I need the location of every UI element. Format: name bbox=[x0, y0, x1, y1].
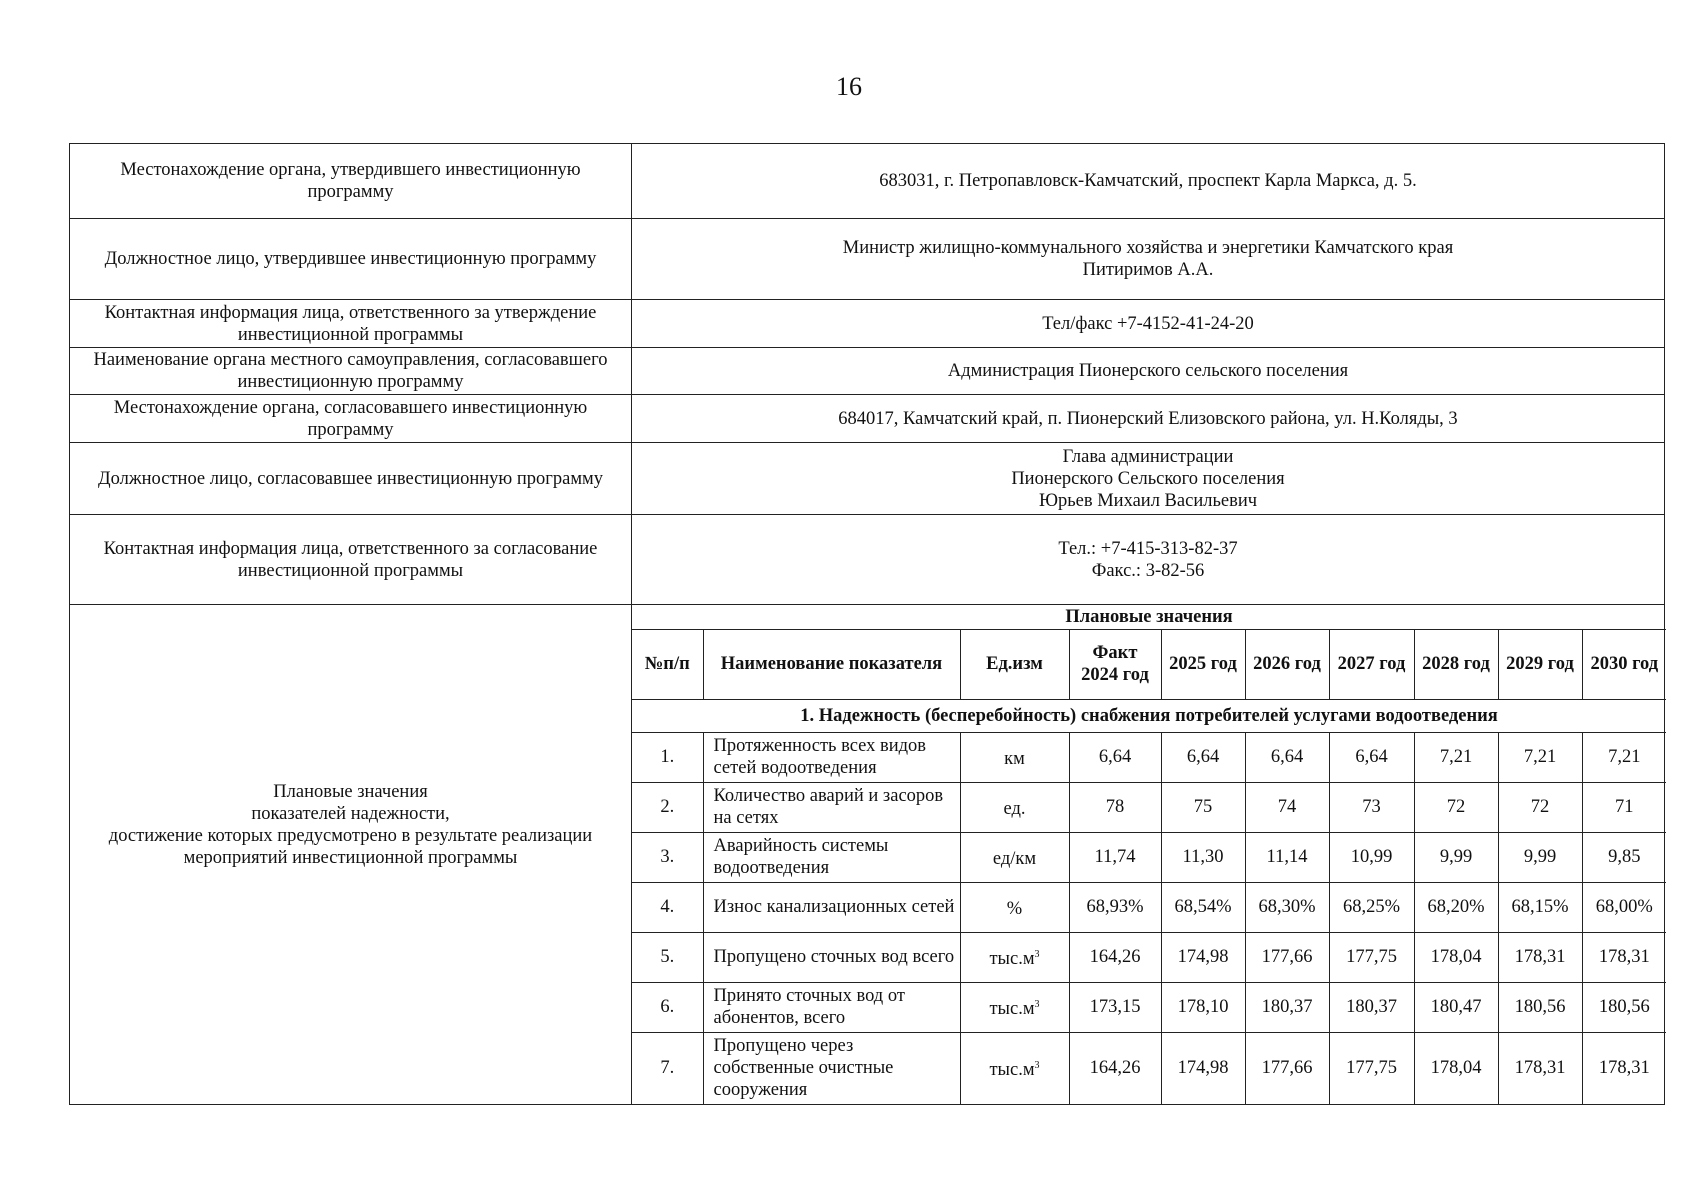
row-value: 6,64 bbox=[1329, 732, 1414, 782]
info-value: Тел/факс +7-4152-41-24-20 bbox=[632, 300, 1665, 348]
row-name: Количество аварий и засоров на сетях bbox=[703, 782, 960, 832]
header-num: №п/п bbox=[632, 629, 703, 699]
row-name: Аварийность системы водоотведения bbox=[703, 832, 960, 882]
plan-section-row bbox=[70, 605, 1665, 1105]
row-num: 4. bbox=[632, 882, 703, 932]
header-year: 2029 год bbox=[1498, 629, 1582, 699]
row-value: 177,66 bbox=[1245, 932, 1329, 982]
row-value: 178,04 bbox=[1414, 932, 1498, 982]
row-value: 178,10 bbox=[1161, 982, 1245, 1032]
info-row bbox=[70, 348, 1665, 395]
row-value: 164,26 bbox=[1069, 932, 1161, 982]
page-number: 16 bbox=[836, 72, 862, 101]
row-value: 11,30 bbox=[1161, 832, 1245, 882]
row-value: 68,30% bbox=[1245, 882, 1329, 932]
info-label: Должностное лицо, утвердившее инвестиционную программу bbox=[70, 219, 632, 300]
row-num: 3. bbox=[632, 832, 703, 882]
header-year: Факт 2024 год bbox=[1069, 629, 1161, 699]
row-value: 180,47 bbox=[1414, 982, 1498, 1032]
header-year: 2026 год bbox=[1245, 629, 1329, 699]
info-value: Администрация Пионерского сельского поселения bbox=[632, 348, 1665, 395]
row-value: 9,99 bbox=[1414, 832, 1498, 882]
info-label: Контактная информация лица, ответственного за утверждение инвестиционной программы bbox=[70, 300, 632, 348]
row-value: 180,56 bbox=[1582, 982, 1666, 1032]
table-row bbox=[632, 882, 1666, 932]
row-num: 5. bbox=[632, 932, 703, 982]
plan-values-table bbox=[632, 605, 1666, 1104]
info-label: Должностное лицо, согласовавшее инвестиционную программу bbox=[70, 443, 632, 515]
info-value: Глава администрации Пионерского Сельского поселения Юрьев Михаил Васильевич bbox=[632, 443, 1665, 515]
row-value: 10,99 bbox=[1329, 832, 1414, 882]
row-value: 72 bbox=[1414, 782, 1498, 832]
row-unit: ед. bbox=[960, 782, 1069, 832]
info-row bbox=[70, 395, 1665, 443]
row-value: 7,21 bbox=[1414, 732, 1498, 782]
row-num: 1. bbox=[632, 732, 703, 782]
row-name: Принято сточных вод от абонентов, всего bbox=[703, 982, 960, 1032]
row-value: 73 bbox=[1329, 782, 1414, 832]
info-value: 684017, Камчатский край, п. Пионерский Елизовского района, ул. Н.Коляды, 3 bbox=[632, 395, 1665, 443]
row-value: 7,21 bbox=[1582, 732, 1666, 782]
investment-program-table bbox=[69, 143, 1665, 1105]
row-name: Пропущено сточных вод всего bbox=[703, 932, 960, 982]
info-row bbox=[70, 144, 1665, 219]
row-unit: км bbox=[960, 732, 1069, 782]
row-num: 2. bbox=[632, 782, 703, 832]
row-value: 68,20% bbox=[1414, 882, 1498, 932]
row-unit: ед/км bbox=[960, 832, 1069, 882]
row-value: 177,75 bbox=[1329, 932, 1414, 982]
table-row bbox=[632, 1032, 1666, 1104]
row-value: 68,00% bbox=[1582, 882, 1666, 932]
header-year: 2028 год bbox=[1414, 629, 1498, 699]
row-value: 6,64 bbox=[1161, 732, 1245, 782]
row-value: 178,31 bbox=[1498, 932, 1582, 982]
row-value: 6,64 bbox=[1069, 732, 1161, 782]
info-label: Контактная информация лица, ответственного за согласование инвестиционной программы bbox=[70, 515, 632, 605]
row-value: 180,37 bbox=[1245, 982, 1329, 1032]
plan-values-title: Плановые значения bbox=[632, 605, 1666, 629]
row-value: 164,26 bbox=[1069, 1032, 1161, 1104]
info-value: Министр жилищно-коммунального хозяйства и энергетики Камчатского края Питиримов А.А. bbox=[632, 219, 1665, 300]
row-unit: % bbox=[960, 882, 1069, 932]
row-name: Износ канализационных сетей bbox=[703, 882, 960, 932]
row-value: 11,74 bbox=[1069, 832, 1161, 882]
row-value: 68,54% bbox=[1161, 882, 1245, 932]
table-row bbox=[632, 932, 1666, 982]
info-label: Местонахождение органа, утвердившего инвестиционную программу bbox=[70, 144, 632, 219]
row-name: Протяженность всех видов сетей водоотведения bbox=[703, 732, 960, 782]
row-unit: $тыс.м^3$ bbox=[960, 982, 1069, 1032]
row-value: 6,64 bbox=[1245, 732, 1329, 782]
plan-section-label: Плановые значения показателей надежности, достижение которых предусмотрено в результате реализации мероприятий инвестиционной программы bbox=[70, 605, 632, 1105]
row-value: 177,75 bbox=[1329, 1032, 1414, 1104]
row-value: 177,66 bbox=[1245, 1032, 1329, 1104]
header-year: 2027 год bbox=[1329, 629, 1414, 699]
row-value: 9,99 bbox=[1498, 832, 1582, 882]
row-unit: $тыс.м^3$ bbox=[960, 932, 1069, 982]
row-unit: $тыс.м^3$ bbox=[960, 1032, 1069, 1104]
row-value: 7,21 bbox=[1498, 732, 1582, 782]
table-row bbox=[632, 732, 1666, 782]
row-value: 11,14 bbox=[1245, 832, 1329, 882]
row-value: 74 bbox=[1245, 782, 1329, 832]
info-row bbox=[70, 219, 1665, 300]
row-value: 180,37 bbox=[1329, 982, 1414, 1032]
row-value: 180,56 bbox=[1498, 982, 1582, 1032]
row-value: 178,04 bbox=[1414, 1032, 1498, 1104]
info-row bbox=[70, 443, 1665, 515]
row-name: Пропущено через собственные очистные сооружения bbox=[703, 1032, 960, 1104]
row-value: 71 bbox=[1582, 782, 1666, 832]
info-row bbox=[70, 515, 1665, 605]
info-value: Тел.: +7-415-313-82-37 Факс.: 3-82-56 bbox=[632, 515, 1665, 605]
info-label: Местонахождение органа, согласовавшего инвестиционную программу bbox=[70, 395, 632, 443]
table-row bbox=[632, 832, 1666, 882]
row-value: 173,15 bbox=[1069, 982, 1161, 1032]
table-row bbox=[632, 982, 1666, 1032]
row-value: 78 bbox=[1069, 782, 1161, 832]
row-value: 178,31 bbox=[1582, 1032, 1666, 1104]
info-row bbox=[70, 300, 1665, 348]
plan-values-container bbox=[632, 605, 1665, 1105]
row-value: 75 bbox=[1161, 782, 1245, 832]
header-year: 2025 год bbox=[1161, 629, 1245, 699]
row-value: 68,93% bbox=[1069, 882, 1161, 932]
header-name: Наименование показателя bbox=[703, 629, 960, 699]
row-value: 178,31 bbox=[1498, 1032, 1582, 1104]
info-label: Наименование органа местного самоуправления, согласовавшего инвестиционную программу bbox=[70, 348, 632, 395]
row-value: 174,98 bbox=[1161, 932, 1245, 982]
group-title: 1. Надежность (бесперебойность) снабжения потребителей услугами водоотведения bbox=[632, 699, 1666, 732]
row-num: 7. bbox=[632, 1032, 703, 1104]
table-row bbox=[632, 782, 1666, 832]
row-value: 72 bbox=[1498, 782, 1582, 832]
header-year: 2030 год bbox=[1582, 629, 1666, 699]
header-unit: Ед.изм bbox=[960, 629, 1069, 699]
row-value: 68,15% bbox=[1498, 882, 1582, 932]
row-num: 6. bbox=[632, 982, 703, 1032]
row-value: 174,98 bbox=[1161, 1032, 1245, 1104]
row-value: 68,25% bbox=[1329, 882, 1414, 932]
row-value: 9,85 bbox=[1582, 832, 1666, 882]
row-value: 178,31 bbox=[1582, 932, 1666, 982]
info-value: 683031, г. Петропавловск-Камчатский, проспект Карла Маркса, д. 5. bbox=[632, 144, 1665, 219]
header-row bbox=[632, 629, 1666, 699]
